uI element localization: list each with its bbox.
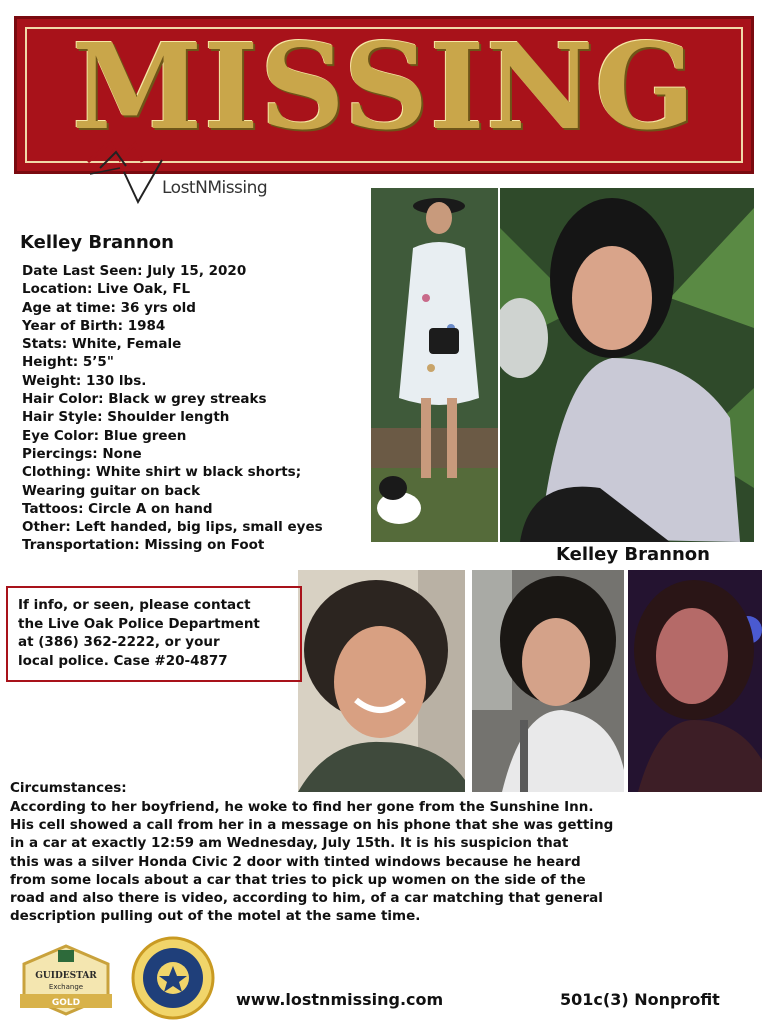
circumstances-line: road and also there is video, according to him, of a car matching that general	[10, 890, 603, 907]
website-link[interactable]: www.lostnmissing.com	[236, 990, 444, 1009]
photo-full-body	[371, 188, 498, 542]
banner-title: MISSING	[71, 17, 697, 156]
detail-clothing-cont: Wearing guitar on back	[22, 482, 201, 499]
detail-height: Height: 5’5"	[22, 354, 114, 371]
circumstances-body	[10, 798, 730, 925]
detail-eye-color: Eye Color: Blue green	[22, 427, 187, 444]
circumstances-line: this was a silver Honda Civic 2 door with tinted windows because he heard	[10, 853, 581, 870]
photo-smiling-closeup	[298, 570, 465, 792]
person-name: Kelley Brannon	[20, 232, 174, 253]
detail-transportation: Transportation: Missing on Foot	[22, 537, 265, 554]
detail-other: Other: Left handed, big lips, small eyes	[22, 519, 323, 536]
detail-weight: Weight: 130 lbs.	[22, 372, 147, 389]
guidestar-gold-badge	[16, 944, 116, 1016]
detail-date-last-seen: Date Last Seen: July 15, 2020	[22, 263, 247, 279]
guidestar-gold: GOLD	[51, 998, 81, 1008]
lostnmissing-logo	[80, 132, 280, 232]
photo-in-car	[472, 570, 624, 792]
nonprofit-label: 501c(3) Nonprofit	[560, 990, 720, 1009]
top-rated-nonprofit-seal	[122, 936, 224, 1020]
guidestar-exchange: Exchange	[48, 983, 84, 991]
circumstances-line: in a car at exactly 12:59 am Wednesday, July 15th. It is his suspicion that	[10, 835, 569, 852]
details-list	[22, 262, 323, 555]
contact-line: the Live Oak Police Department	[18, 615, 260, 632]
logo-text: LostNMissing	[162, 178, 268, 198]
circumstances-line: According to her boyfriend, he woke to find her gone from the Sunshine Inn.	[10, 799, 594, 815]
circumstances-line: description pulling out of the motel at the same time.	[10, 908, 421, 925]
contact-box	[6, 586, 302, 682]
contact-line: local police. Case #20-4877	[18, 652, 228, 669]
detail-hair-color: Hair Color: Black w grey streaks	[22, 391, 267, 408]
detail-location: Location: Live Oak, FL	[22, 281, 191, 298]
photo-sitting-outdoors	[500, 188, 754, 542]
detail-age: Age at time: 36 yrs old	[22, 299, 196, 316]
detail-piercings: Piercings: None	[22, 445, 142, 462]
contact-line: at (386) 362-2222, or your	[18, 634, 220, 650]
detail-tattoos: Tattoos: Circle A on hand	[22, 500, 213, 517]
detail-year-of-birth: Year of Birth: 1984	[22, 317, 166, 334]
contact-line: If info, or seen, please contact	[18, 597, 251, 613]
person-name-caption: Kelley Brannon	[556, 544, 710, 565]
detail-stats: Stats: White, Female	[22, 336, 182, 353]
circumstances-title: Circumstances:	[10, 780, 127, 796]
photo-dark-closeup	[628, 570, 762, 792]
detail-hair-style: Hair Style: Shoulder length	[22, 409, 230, 426]
detail-clothing: Clothing: White shirt w black shorts;	[22, 464, 302, 481]
guidestar-name: GUIDESTAR	[35, 971, 97, 981]
circumstances-line: His cell showed a call from her in a message on his phone that she was getting	[10, 817, 614, 834]
circumstances-line: from some locals about a car that tries to pick up women on the side of the	[10, 871, 586, 888]
